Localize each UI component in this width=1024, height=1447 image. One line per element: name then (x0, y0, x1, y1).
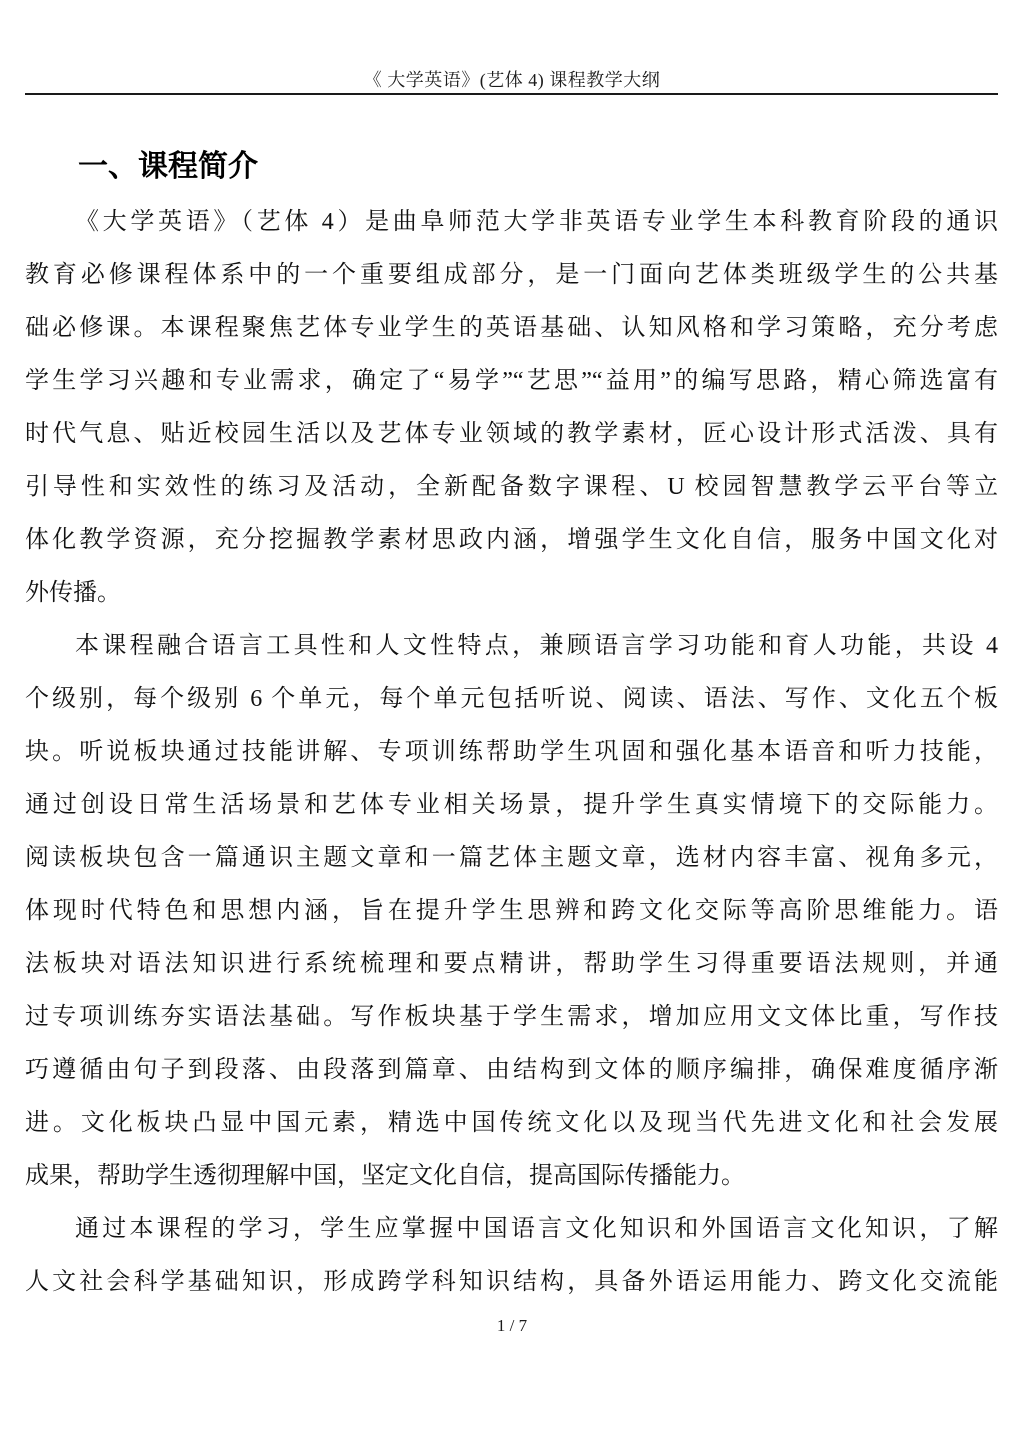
page-header-title: 《 大学英语》(艺体 4) 课程教学大纲 (363, 70, 661, 90)
body-line: 块。听说板块通过技能讲解、专项训练帮助学生巩固和强化基本语音和听力技能， (25, 739, 998, 765)
body-line: 过专项训练夯实语法基础。写作板块基于学生需求，增加应用文文体比重，写作技 (25, 1004, 998, 1030)
body-line: 学生学习兴趣和专业需求，确定了“易学”“艺思”“益用”的编写思路，精心筛选富有 (25, 368, 998, 394)
body-line: 通过创设日常生活场景和艺体专业相关场景，提升学生真实情境下的交际能力。 (25, 792, 998, 818)
body-line: 巧遵循由句子到段落、由段落到篇章、由结构到文体的顺序编排，确保难度循序渐 (25, 1057, 998, 1083)
header-divider (25, 93, 998, 95)
body-line: 外传播。 (25, 580, 121, 606)
body-line: 时代气息、贴近校园生活以及艺体专业领域的教学素材，匠心设计形式活泼、具有 (25, 421, 998, 447)
body-line: 础必修课。本课程聚焦艺体专业学生的英语基础、认知风格和学习策略，充分考虑 (25, 315, 998, 341)
body-line: 通过本课程的学习，学生应掌握中国语言文化知识和外国语言文化知识，了解 (75, 1216, 998, 1242)
body-line: 体化教学资源，充分挖掘教学素材思政内涵，增强学生文化自信，服务中国文化对 (25, 527, 998, 553)
body-line: 个级别，每个级别 6 个单元，每个单元包括听说、阅读、语法、写作、文化五个板 (25, 686, 998, 712)
body-line: 体现时代特色和思想内涵，旨在提升学生思辨和跨文化交际等高阶思维能力。语 (25, 898, 998, 924)
body-line: 进。文化板块凸显中国元素，精选中国传统文化以及现当代先进文化和社会发展 (25, 1110, 998, 1136)
body-line: 阅读板块包含一篇通识主题文章和一篇艺体主题文章，选材内容丰富、视角多元， (25, 845, 998, 871)
body-line: 人文社会科学基础知识，形成跨学科知识结构，具备外语运用能力、跨文化交流能 (25, 1269, 998, 1295)
section-heading: 一、课程简介 (78, 150, 258, 183)
body-line: 法板块对语法知识进行系统梳理和要点精讲，帮助学生习得重要语法规则，并通 (25, 951, 998, 977)
body-line: 本课程融合语言工具性和人文性特点，兼顾语言学习功能和育人功能，共设 4 (75, 633, 998, 659)
document-body (25, 196, 998, 1309)
body-line: 教育必修课程体系中的一个重要组成部分，是一门面向艺体类班级学生的公共基 (25, 262, 998, 288)
body-line: 引导性和实效性的练习及活动，全新配备数字课程、U 校园智慧教学云平台等立 (25, 474, 998, 500)
body-line: 成果，帮助学生透彻理解中国，坚定文化自信，提高国际传播能力。 (25, 1163, 745, 1189)
body-line: 《大学英语》（艺体 4）是曲阜师范大学非英语专业学生本科教育阶段的通识 (75, 209, 998, 235)
page-number: 1 / 7 (496, 1316, 528, 1335)
